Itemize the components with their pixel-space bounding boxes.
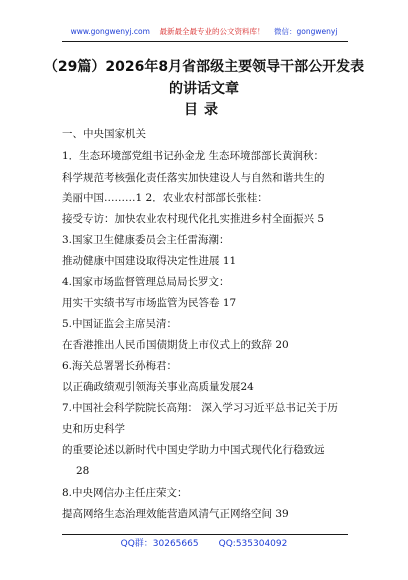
toc-heading: 目录 bbox=[184, 102, 224, 118]
toc-entry[interactable]: 在香港推出人民币国债期货上市仪式上的致辞 20 bbox=[62, 339, 289, 351]
page-footer bbox=[0, 538, 408, 550]
toc-entry[interactable]: 4.国家市场监督管理总局局长罗文： bbox=[62, 276, 230, 288]
toc-entry[interactable]: 推动健康中国建设取得决定性进展 11 bbox=[62, 255, 237, 267]
toc-page-number[interactable]: 28 bbox=[76, 465, 90, 477]
toc-entry[interactable]: 5.中国证监会主席吴清： bbox=[62, 318, 178, 330]
header-slogan: 最新最全最专业的公文资料库！ bbox=[159, 27, 265, 36]
toc-entry-continuation[interactable]: 科学规范考核强化责任落实加快建设人与自然和谐共生的 bbox=[62, 172, 325, 184]
toc-entry-continuation[interactable]: 美丽中国………1 2．农业农村部部长张桂： bbox=[62, 192, 268, 204]
toc-entry[interactable]: 8.中央网信办主任庄荣文： bbox=[62, 487, 188, 499]
toc-section-heading: 一、中央国家机关 bbox=[62, 128, 146, 140]
toc-entry[interactable]: 用实干实绩书写市场监管为民答卷 17 bbox=[62, 297, 237, 309]
toc-entry-continuation[interactable]: 的重要论述以新时代中国史学助力中国式现代化行稳致远 bbox=[62, 444, 325, 456]
toc-entry[interactable]: 3.国家卫生健康委员会主任雷海潮： bbox=[62, 234, 230, 246]
toc-entry[interactable]: 7.中国社会科学院院长高翔： 深入学习习近平总书记关于历 bbox=[62, 402, 338, 414]
toc-entry[interactable]: 接受专访：加快农业农村现代化扎实推进乡村全面振兴 5 bbox=[62, 213, 325, 225]
footer-divider bbox=[62, 534, 348, 535]
footer-qq: QQ:535304092 bbox=[218, 539, 288, 549]
toc-entry[interactable]: 1．生态环境部党组书记孙金龙 生态环境部部长黄润秋： bbox=[62, 150, 325, 162]
toc-entry[interactable]: 以正确政绩观引领海关事业高质量发展24 bbox=[62, 381, 254, 393]
header-site-right: 微信：gongwenyj bbox=[274, 27, 338, 36]
header-divider bbox=[62, 41, 348, 42]
header-site-left[interactable]: www.gongwenyj.com bbox=[70, 27, 150, 36]
doc-title-line-2: 的讲话文章 bbox=[169, 81, 239, 97]
page-header bbox=[0, 27, 408, 37]
doc-title-line-1: （29篇）2026年8月省部级主要领导干部公开发表 bbox=[43, 59, 365, 75]
toc-entry[interactable]: 6.海关总署署长孙梅君： bbox=[62, 360, 178, 372]
toc-entry[interactable]: 提高网络生态治理效能营造风清气正网络空间 39 bbox=[62, 508, 289, 520]
toc-entry-continuation[interactable]: 史和历史科学 bbox=[62, 423, 125, 435]
footer-qq-group: QQ群：30265665 bbox=[120, 539, 199, 549]
